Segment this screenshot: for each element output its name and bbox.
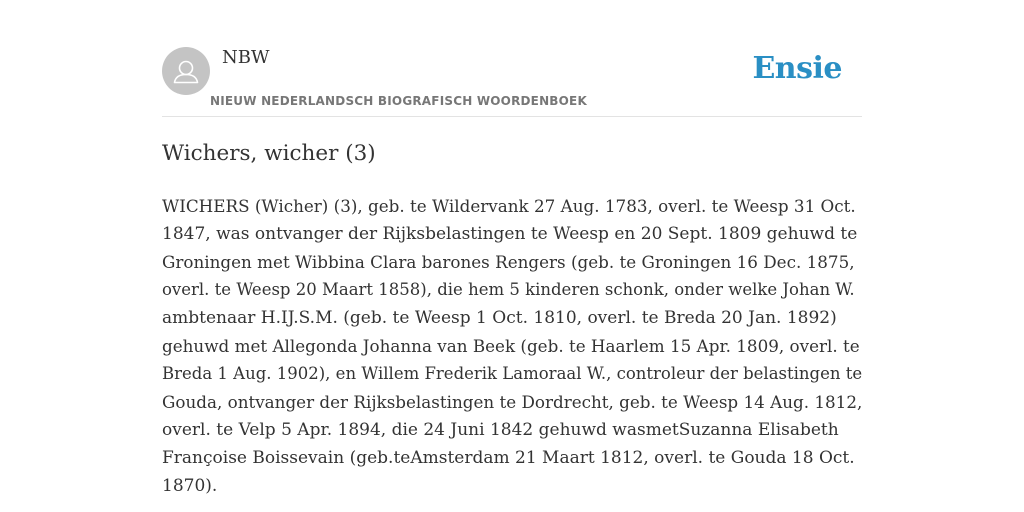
user-icon <box>162 47 210 95</box>
source-name-link[interactable]: NBW <box>222 47 270 68</box>
article-body-line: WICHERS (Wicher) (3), geb. te Wildervank 27 Aug. 1783, overl. te Weesp 31 Oct. <box>162 196 856 216</box>
article-body-line: Gouda, ontvanger der Rijksbelastingen te Dordrecht, geb. te Weesp 14 Aug. 1812, <box>162 392 863 412</box>
article-body-line: overl. te Velp 5 Apr. 1894, die 24 Juni 1842 gehuwd wasmetSuzanna Elisabeth <box>162 420 839 440</box>
article-body-line: 1847, was ontvanger der Rijksbelastingen te Weesp en 20 Sept. 1809 gehuwd te <box>162 224 858 244</box>
source-avatar[interactable] <box>162 47 210 95</box>
article-body-line: overl. te Weesp 20 Maart 1858), die hem 5 kinderen schonk, onder welke Johan W. <box>162 280 855 299</box>
article-title: Wichers, wicher (3) <box>162 141 376 166</box>
article-body-line: gehuwd met Allegonda Johanna van Beek (geb. te Haarlem 15 Apr. 1809, overl. te <box>162 336 860 356</box>
article-body-line: 1870). <box>162 476 218 496</box>
article-body-line: Breda 1 Aug. 1902), en Willem Frederik Lamoraal W., controleur der belastingen te <box>162 364 863 383</box>
article-body-line: Françoise Boissevain (geb.teAmsterdam 21 Maart 1812, overl. te Gouda 18 Oct. <box>162 448 855 468</box>
article-body-line: ambtenaar H.IJ.S.M. (geb. te Weesp 1 Oct. 1810, overl. te Breda 20 Jan. 1892) <box>162 308 837 328</box>
article-body-line: Groningen met Wibbina Clara barones Rengers (geb. te Groningen 16 Dec. 1875, <box>162 252 855 272</box>
source-header <box>162 0 862 117</box>
article-body <box>162 192 862 500</box>
ensie-logo[interactable]: Ensie <box>752 51 842 86</box>
source-full-name: NIEUW NEDERLANDSCH BIOGRAFISCH WOORDENBOEK <box>210 94 587 108</box>
